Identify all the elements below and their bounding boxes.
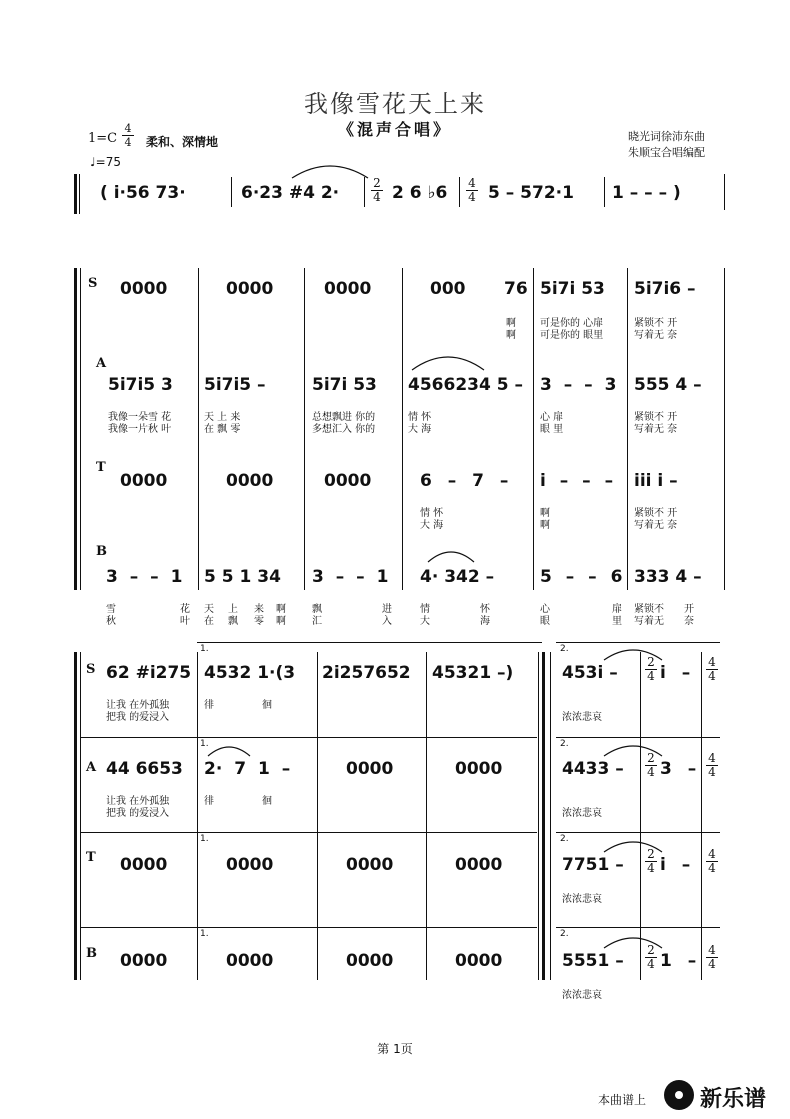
bass-lyric-1-4: 来 — [254, 604, 264, 615]
alto-lyric-m6-2: 写着无 奈 — [634, 424, 678, 435]
soprano-m4b: 76 — [504, 279, 528, 299]
alto-lyric-m2-1: 天 上 来 — [204, 412, 241, 423]
soprano2-m3: 2i257652 — [322, 663, 411, 683]
credit-composer: 晓光词徐沛东曲 — [628, 130, 705, 143]
soprano2-m5: 453i – — [562, 663, 618, 683]
bass-lyric-2-0: 秋 — [106, 616, 116, 627]
alto2-lyric-m2a: 徘 — [204, 796, 214, 807]
ending-2-mark-alto: 2. — [560, 739, 569, 749]
ts-bottom: 4 — [708, 765, 716, 779]
bass-lyric-2-5: 啊 — [276, 616, 286, 627]
tenor-m6: iii i – — [634, 471, 678, 491]
soprano2-tie — [602, 644, 664, 662]
intro-measure-1: ( i·56 73· — [100, 183, 186, 203]
alto-lyric-m3-1: 总想飘进 你的 — [312, 412, 376, 423]
bass2-m6: 1 – — [660, 951, 697, 971]
ts-bottom: 4 — [468, 190, 476, 204]
alto2-tie — [602, 740, 664, 758]
tenor-m3: 0000 — [324, 471, 372, 491]
alto2-m5: 4433 – — [562, 759, 624, 779]
alto-lyric-m6-1: 紧锁不 开 — [634, 412, 678, 423]
bass-m2: 5 5 1 34 — [204, 567, 281, 587]
bass-lyric-1-7: 进 — [382, 604, 392, 615]
tenor2-tie — [602, 836, 664, 854]
tenor-label: T — [96, 460, 106, 475]
alto-lyric-m5-2: 眼 里 — [540, 424, 564, 435]
alto2-m6: 3 – — [660, 759, 697, 779]
tenor-lyric-m6-2: 写着无 奈 — [634, 520, 678, 531]
alto-lyric-m2-2: 在 飘 零 — [204, 424, 241, 435]
soprano-m4a: 000 — [430, 279, 466, 299]
tenor2-m5: 7751 – — [562, 855, 624, 875]
tenor-m4: 6 – 7 – — [420, 471, 509, 491]
bass2-m5: 5551 – — [562, 951, 624, 971]
ending-1-mark-alto: 1. — [200, 739, 209, 749]
ts-top: 4 — [708, 655, 716, 669]
bass2-lyric-m5: 浓浓悲哀 — [562, 990, 602, 1001]
bass-m6: 333 4 – — [634, 567, 702, 587]
tenor-m2: 0000 — [226, 471, 274, 491]
ts-top: 2 — [647, 943, 655, 957]
alto-m3: 5i7i 53 — [312, 375, 377, 395]
footer-source-text: 本曲谱上 — [598, 1093, 647, 1107]
song-subtitle: 《混声合唱》 — [337, 120, 452, 139]
bass2-m1: 0000 — [120, 951, 168, 971]
bass2-tie — [602, 932, 664, 950]
ts-bottom: 4 — [647, 861, 655, 875]
ending-2-mark: 2. — [560, 644, 569, 654]
bass-m1: 3 – – 1 — [106, 567, 183, 587]
time-signature — [122, 122, 134, 149]
intro-measure-4: 5 – 572·1 — [488, 183, 574, 203]
vinyl-record-icon — [664, 1080, 694, 1110]
soprano-label: S — [88, 276, 98, 291]
alto2-m3: 0000 — [346, 759, 394, 779]
bass-lyric-2-12: 写着无 — [634, 616, 664, 627]
alto-lyric-m4-2: 大 海 — [408, 424, 432, 435]
bass2-end-ts — [706, 944, 718, 971]
ts-top: 2 — [647, 847, 655, 861]
soprano-lyric-m6-2: 写着无 奈 — [634, 330, 678, 341]
credit-arranger: 朱顺宝合唱编配 — [628, 146, 705, 159]
tenor-lyric-m5-1: 啊 — [540, 508, 550, 519]
alto2-m4: 0000 — [455, 759, 503, 779]
bass-lyric-1-2: 天 — [204, 604, 214, 615]
ts-bottom: 4 — [373, 190, 381, 204]
tempo-marking: ♩=75 — [90, 155, 121, 169]
tenor-lyric-m4-2: 大 海 — [420, 520, 444, 531]
tenor2-m2: 0000 — [226, 855, 274, 875]
bass2-m4: 0000 — [455, 951, 503, 971]
alto-slur — [410, 350, 486, 372]
alto-label-2: A — [86, 760, 97, 775]
alto2-m2: 2· 7 1 – — [204, 759, 291, 779]
bass-lyric-2-4: 零 — [254, 616, 264, 627]
soprano2-m4: 45321 –) — [432, 663, 514, 683]
tenor2-m1: 0000 — [120, 855, 168, 875]
ending-1-mark-tenor: 1. — [200, 834, 209, 844]
bass-lyric-1-11: 扉 — [612, 604, 622, 615]
tenor2-m3: 0000 — [346, 855, 394, 875]
bass-m3: 3 – – 1 — [312, 567, 389, 587]
intro-slur — [290, 160, 370, 180]
soprano2-m6: i – — [660, 663, 691, 683]
bass-lyric-1-1: 花 — [180, 604, 190, 615]
soprano2-lyric-m2a: 徘 — [204, 700, 214, 711]
tenor-lyric-m5-2: 啊 — [540, 520, 550, 531]
ts-bottom: 4 — [647, 957, 655, 971]
bass-lyric-1-9: 怀 — [480, 604, 490, 615]
soprano-lyric-m5-1: 可是你的 心扉 — [540, 318, 604, 329]
ending-1-mark: 1. — [200, 644, 209, 654]
soprano-lyric-m4-2: 啊 — [506, 330, 516, 341]
soprano-lyric-m5-2: 可是你的 眼里 — [540, 330, 604, 341]
alto-m5: 3 – – 3 — [540, 375, 617, 395]
soprano2-lyric-m1-2: 把我 的爱浸入 — [106, 712, 170, 723]
bass-lyric-2-1: 叶 — [180, 616, 190, 627]
bass-lyric-2-8: 大 — [420, 616, 430, 627]
soprano2-m1: 62 #i275 — [106, 663, 192, 683]
ending-2-mark-tenor: 2. — [560, 834, 569, 844]
key-signature: 1=C — [88, 131, 118, 146]
alto-lyric-m1-2: 我像一片秋 叶 — [108, 424, 172, 435]
alto2-lyric-m2b: 徊 — [262, 796, 272, 807]
bass-m4: 4· 342 – — [420, 567, 495, 587]
alto-m6: 555 4 – — [634, 375, 702, 395]
ts-bottom: 4 — [708, 861, 716, 875]
alto-lyric-m1-1: 我像一朵雪 花 — [108, 412, 172, 423]
soprano-m2: 0000 — [226, 279, 274, 299]
bass2-m3: 0000 — [346, 951, 394, 971]
bass-lyric-2-7: 入 — [382, 616, 392, 627]
tenor-m5: i – – – — [540, 471, 614, 491]
intro-time-change-2 — [466, 177, 478, 204]
soprano-label-2: S — [86, 662, 96, 677]
tenor2-lyric-m5: 浓浓悲哀 — [562, 894, 602, 905]
ts-top: 4 — [708, 943, 716, 957]
bass-label: B — [96, 544, 107, 559]
bass-lyric-1-12: 紧锁不 — [634, 604, 664, 615]
alto-lyric-m5-1: 心 扉 — [540, 412, 564, 423]
bass-lyric-1-13: 开 — [684, 604, 694, 615]
soprano2-lyric-m2b: 徊 — [262, 700, 272, 711]
bass-lyric-1-5: 啊 — [276, 604, 286, 615]
ts-top: 2 — [647, 751, 655, 765]
soprano-m5: 5i7i 53 — [540, 279, 605, 299]
bass-lyric-2-13: 奈 — [684, 616, 694, 627]
tenor2-end-ts — [706, 848, 718, 875]
soprano-lyric-m4-1: 啊 — [506, 318, 516, 329]
alto-m4: 4566234 5 – — [408, 375, 523, 395]
song-title: 我像雪花天上来 — [304, 90, 486, 118]
tenor2-m4: 0000 — [455, 855, 503, 875]
bass-lyric-1-6: 飘 — [312, 604, 322, 615]
alto2-lyric-m5: 浓浓悲哀 — [562, 808, 602, 819]
alto2-slur — [206, 742, 252, 758]
bass-lyric-1-10: 心 — [540, 604, 550, 615]
soprano-m6: 5i7i6 – — [634, 279, 696, 299]
time-signature-bottom: 4 — [124, 136, 132, 149]
alto2-m1: 44 6653 — [106, 759, 183, 779]
brand-logo-text[interactable]: 新乐谱 — [700, 1087, 767, 1112]
tenor-label-2: T — [86, 850, 96, 865]
intro-measure-3: 2 6 ♭6 — [392, 183, 448, 203]
alto-lyric-m4-1: 情 怀 — [408, 412, 432, 423]
soprano-m1: 0000 — [120, 279, 168, 299]
alto-m2: 5i7i5 – — [204, 375, 266, 395]
ts-top: 2 — [647, 655, 655, 669]
soprano-m3: 0000 — [324, 279, 372, 299]
bass-m5: 5 – – 6 — [540, 567, 623, 587]
tenor-lyric-m6-1: 紧锁不 开 — [634, 508, 678, 519]
ts-top: 2 — [373, 176, 381, 190]
intro-time-change-1 — [371, 177, 383, 204]
bass-lyric-2-2: 在 — [204, 616, 214, 627]
tenor-m1: 0000 — [120, 471, 168, 491]
bass-lyric-2-3: 飘 — [228, 616, 238, 627]
ts-bottom: 4 — [647, 765, 655, 779]
ending-1-mark-bass: 1. — [200, 929, 209, 939]
expression-marking: 柔和、深情地 — [146, 135, 219, 149]
tenor2-m6: i – — [660, 855, 691, 875]
bass-lyric-2-10: 眼 — [540, 616, 550, 627]
bass-lyric-2-9: 海 — [480, 616, 490, 627]
ts-bottom: 4 — [647, 669, 655, 683]
bass-lyric-2-6: 汇 — [312, 616, 322, 627]
page-number: 第 1页 — [377, 1042, 413, 1056]
bass-lyric-1-3: 上 — [228, 604, 238, 615]
alto-lyric-m3-2: 多想汇入 你的 — [312, 424, 376, 435]
alto2-lyric-m1-2: 把我 的爱浸入 — [106, 808, 170, 819]
ts-top: 4 — [468, 176, 476, 190]
bass2-m2: 0000 — [226, 951, 274, 971]
alto2-lyric-m1-1: 让我 在外孤独 — [106, 796, 170, 807]
ts-bottom: 4 — [708, 669, 716, 683]
bass-lyric-2-11: 里 — [612, 616, 622, 627]
ts-top: 4 — [708, 847, 716, 861]
ts-top: 4 — [708, 751, 716, 765]
intro-measure-5: 1 – – – ) — [612, 183, 681, 203]
alto-m1: 5i7i5 3 — [108, 375, 173, 395]
bass-slur — [426, 546, 476, 564]
soprano2-end-ts — [706, 656, 718, 683]
intro-measure-2: 6·23 #4 2· — [241, 183, 340, 203]
ts-bottom: 4 — [708, 957, 716, 971]
time-signature-top: 4 — [124, 122, 132, 135]
tenor-lyric-m4-1: 情 怀 — [420, 508, 444, 519]
bass-label-2: B — [86, 946, 97, 961]
soprano2-lyric-m5: 浓浓悲哀 — [562, 712, 602, 723]
bass-lyric-1-8: 情 — [420, 604, 430, 615]
ending-2-mark-bass: 2. — [560, 929, 569, 939]
alto-label: A — [96, 356, 107, 371]
alto2-end-ts — [706, 752, 718, 779]
soprano2-lyric-m1-1: 让我 在外孤独 — [106, 700, 170, 711]
bass-lyric-1-0: 雪 — [106, 604, 116, 615]
soprano2-m2: 4532 1·(3 — [204, 663, 296, 683]
soprano-lyric-m6-1: 紧锁不 开 — [634, 318, 678, 329]
